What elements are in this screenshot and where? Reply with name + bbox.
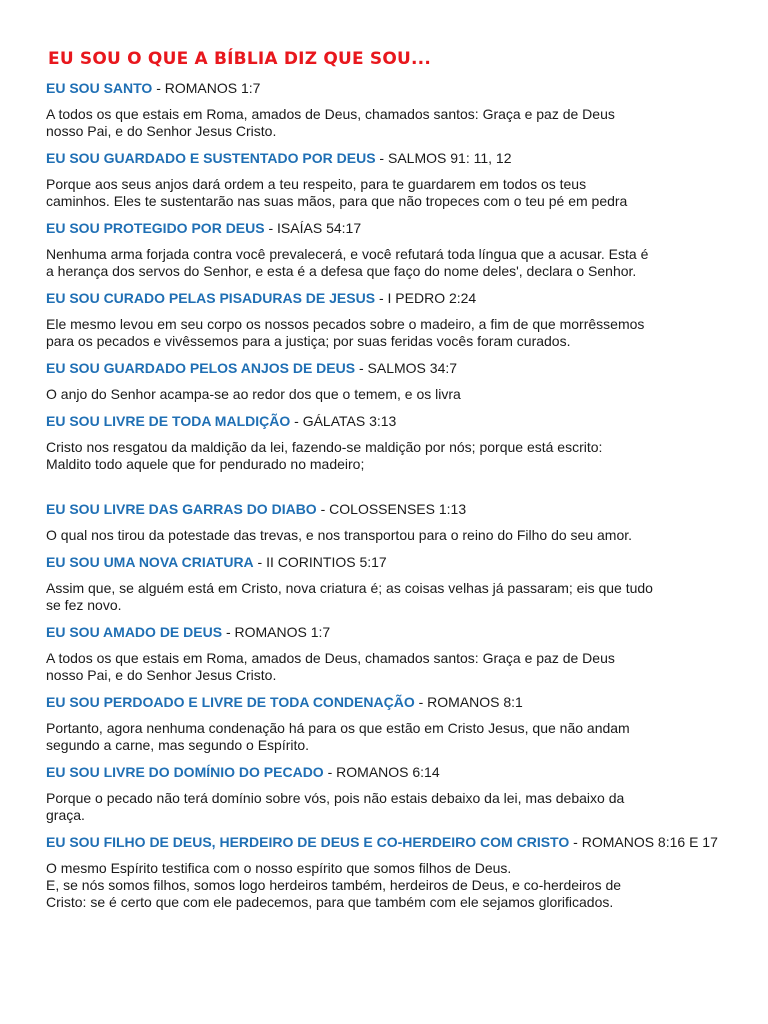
entry-separator: - [222,624,235,640]
entry-verse [46,720,726,754]
entry-verse [46,316,726,350]
verse-line: para os pecados e vivêssemos para a justiça; por suas feridas vocês foram curados. [46,333,571,349]
entry-heading [46,623,726,641]
entry-heading [46,553,726,571]
entry-reference: ROMANOS 8:16 E 17 [581,834,718,850]
entry-reference: ROMANOS 1:7 [234,624,331,640]
entry-separator: - [355,360,368,376]
entry-verse [46,106,726,140]
entry-heading [46,219,726,237]
entry-reference: SALMOS 91: 11, 12 [388,150,512,166]
entry-heading [46,79,726,97]
verse-line: graça. [46,807,85,823]
entry-reference: I PEDRO 2:24 [387,290,477,306]
entry-heading [46,763,726,781]
entry-heading [46,833,726,851]
entry-reference: GÁLATAS 3:13 [302,413,397,429]
entry-verse [46,176,726,210]
entry-title: EU SOU GUARDADO PELOS ANJOS DE DEUS [46,360,356,376]
scripture-entry [46,359,726,403]
verse-line: O anjo do Senhor acampa-se ao redor dos que o temem, e os livra [46,386,461,402]
scripture-entry [46,623,726,684]
verse-line: Porque o pecado não terá domínio sobre vós, pois não estais debaixo da lei, mas debaixo da [46,790,625,806]
entry-heading [46,500,726,518]
entry-verse [46,439,726,473]
entry-reference: SALMOS 34:7 [367,360,458,376]
entry-separator: - [323,764,337,780]
entry-title: EU SOU PERDOADO E LIVRE DE TODA CONDENAÇÃO [46,694,415,710]
entry-heading [46,359,726,377]
scripture-entry [46,553,726,614]
entry-heading [46,289,726,307]
entry-separator: - [264,220,278,236]
entry-separator: - [316,501,330,517]
entry-title: EU SOU LIVRE DE TODA MALDIÇÃO [46,413,291,429]
verse-line: Maldito todo aquele que for pendurado no madeiro; [46,456,365,472]
entry-heading [46,412,726,430]
verse-line: Cristo nos resgatou da maldição da lei, fazendo-se maldição por nós; porque está escrito: [46,439,603,455]
verse-line: Cristo: se é certo que com ele padecemos, para que também com ele sejamos glorificados. [46,894,614,910]
verse-line: Ele mesmo levou em seu corpo os nossos pecados sobre o madeiro, a fim de que morrêssemos [46,316,645,332]
blank-line [46,482,726,500]
entry-list [46,79,726,911]
entry-verse [46,860,726,911]
entry-title: EU SOU CURADO PELAS PISADURAS DE JESUS [46,290,376,306]
entry-separator: - [375,290,388,306]
entry-title: EU SOU SANTO [46,80,153,96]
verse-line: E, se nós somos filhos, somos logo herdeiros também, herdeiros de Deus, e co-herdeiros de [46,877,622,893]
scripture-entry [46,412,726,473]
verse-line: A todos os que estais em Roma, amados de Deus, chamados santos: Graça e paz de Deus [46,106,615,122]
entry-separator: - [290,413,303,429]
entry-reference: ISAÍAS 54:17 [277,220,362,236]
entry-title: EU SOU AMADO DE DEUS [46,624,223,640]
verse-line: a herança dos servos do Senhor, e esta é a defesa que faço do nome deles', declara o Senhor. [46,263,637,279]
entry-reference: ROMANOS 6:14 [336,764,440,780]
entry-verse [46,650,726,684]
verse-line: A todos os que estais em Roma, amados de Deus, chamados santos: Graça e paz de Deus [46,650,615,666]
entry-separator: - [569,834,582,850]
entry-verse [46,386,726,403]
entry-reference: ROMANOS 8:1 [427,694,523,710]
entry-reference: COLOSSENSES 1:13 [329,501,467,517]
entry-reference: ROMANOS 1:7 [164,80,261,96]
entry-title: EU SOU LIVRE DO DOMÍNIO DO PECADO [46,764,324,780]
entry-verse [46,580,726,614]
verse-line: nosso Pai, e do Senhor Jesus Cristo. [46,123,277,139]
entry-separator: - [414,694,428,710]
verse-line: se fez novo. [46,597,122,613]
verse-line: segundo a carne, mas segundo o Espírito. [46,737,310,753]
scripture-entry [46,763,726,824]
scripture-entry [46,500,726,544]
verse-line: Porque aos seus anjos dará ordem a teu respeito, para te guardarem em todos os teus [46,176,587,192]
entry-heading [46,149,726,167]
scripture-entry [46,289,726,350]
verse-line: nosso Pai, e do Senhor Jesus Cristo. [46,667,277,683]
entry-separator: - [152,80,165,96]
verse-line: O qual nos tirou da potestade das trevas, e nos transportou para o reino do Filho do seu amor. [46,527,633,543]
document-page [46,48,726,920]
entry-verse [46,246,726,280]
verse-line: Portanto, agora nenhuma condenação há para os que estão em Cristo Jesus, que não andam [46,720,630,736]
entry-separator: - [375,150,388,166]
scripture-entry [46,149,726,210]
entry-heading [46,693,726,711]
entry-separator: - [253,554,267,570]
entry-title: EU SOU GUARDADO E SUSTENTADO POR DEUS [46,150,376,166]
page-title: EU SOU O QUE A BÍBLIA DIZ QUE SOU... [48,49,432,69]
verse-line: Assim que, se alguém está em Cristo, nova criatura é; as coisas velhas já passaram; eis que tudo [46,580,653,596]
entry-title: EU SOU FILHO DE DEUS, HERDEIRO DE DEUS E CO-HERDEIRO COM CRISTO [46,834,570,850]
scripture-entry [46,693,726,754]
entry-title: EU SOU LIVRE DAS GARRAS DO DIABO [46,501,317,517]
verse-line: Nenhuma arma forjada contra você prevalecerá, e você refutará toda língua que a acusar. Esta é [46,246,649,262]
scripture-entry [46,833,726,911]
entry-verse [46,790,726,824]
scripture-entry [46,219,726,280]
entry-verse [46,527,726,544]
verse-line: O mesmo Espírito testifica com o nosso espírito que somos filhos de Deus. [46,860,512,876]
scripture-entry [46,79,726,140]
entry-title: EU SOU UMA NOVA CRIATURA [46,554,254,570]
entry-reference: II CORINTIOS 5:17 [266,554,387,570]
entry-title: EU SOU PROTEGIDO POR DEUS [46,220,265,236]
verse-line: caminhos. Eles te sustentarão nas suas mãos, para que não tropeces com o teu pé em pedra [46,193,628,209]
